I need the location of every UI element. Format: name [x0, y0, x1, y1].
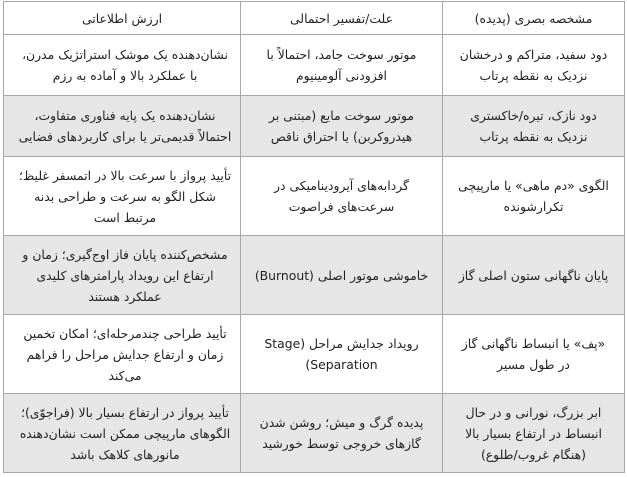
table-row [4, 96, 625, 157]
cell-value: تأیید پرواز در ارتفاع بسیار بالا (فراجوّی)؛ الگوهای مارپیچی ممکن است نشان‌دهنده مانورهای کلاهک باشد [4, 394, 241, 473]
cell-value: نشان‌دهنده یک موشک استراتژیک مدرن، با عملکرد بالا و آماده به رزم [4, 35, 241, 96]
cell-cause: خاموشی موتور اصلی (Burnout) [241, 236, 443, 315]
table-row [4, 394, 625, 473]
cell-visual: ابر بزرگ، نورانی و در حال انبساط در ارتفاع بسیار بالا (هنگام غروب/طلوع) [443, 394, 625, 473]
cell-cause: موتور سوخت مایع (مبتنی بر هیدروکربن) یا احتراق ناقص [241, 96, 443, 157]
table-row [4, 35, 625, 96]
header-cause: علت/تفسیر احتمالی [241, 2, 443, 35]
cell-cause: موتور سوخت جامد، احتمالاً با افزودنی آلومینیوم [241, 35, 443, 96]
cell-value: مشخص‌کننده پایان فاز اوج‌گیری؛ زمان و ارتفاع این رویداد پارامترهای کلیدی عملکرد هستند [4, 236, 241, 315]
info-table [3, 1, 625, 473]
table-row [4, 236, 625, 315]
cell-visual: دود نازک، تیره/خاکستری نزدیک به نقطه پرتاب [443, 96, 625, 157]
cell-cause: رویداد جدایش مراحل (Stage Separation) [241, 315, 443, 394]
table-row [4, 157, 625, 236]
cell-value: تأیید طراحی چندمرحله‌ای؛ امکان تخمین زمان و ارتفاع جدایش مراحل را فراهم می‌کند [4, 315, 241, 394]
cell-visual: دود سفید، متراکم و درخشان نزدیک به نقطه پرتاب [443, 35, 625, 96]
cell-value: تأیید پرواز با سرعت بالا در اتمسفر غلیظ؛ شکل الگو به سرعت و طراحی بدنه مرتبط است [4, 157, 241, 236]
header-value: ارزش اطلاعاتی [4, 2, 241, 35]
cell-value: نشان‌دهنده یک پایه فناوری متفاوت، احتمالاً قدیمی‌تر یا برای کاربردهای فضایی [4, 96, 241, 157]
header-visual: مشخصه بصری (پدیده) [443, 2, 625, 35]
cell-visual: الگوی «دم ماهی» یا مارپیچی تکرارشونده [443, 157, 625, 236]
cell-cause: گردابه‌های آیرودینامیکی در سرعت‌های فراصوت [241, 157, 443, 236]
cell-cause: پدیده گرگ و میش؛ روشن شدن گازهای خروجی توسط خورشید [241, 394, 443, 473]
cell-visual: پایان ناگهانی ستون اصلی گاز [443, 236, 625, 315]
table-row [4, 315, 625, 394]
cell-visual: «پف» یا انبساط ناگهانی گاز در طول مسیر [443, 315, 625, 394]
header-row [4, 2, 625, 35]
